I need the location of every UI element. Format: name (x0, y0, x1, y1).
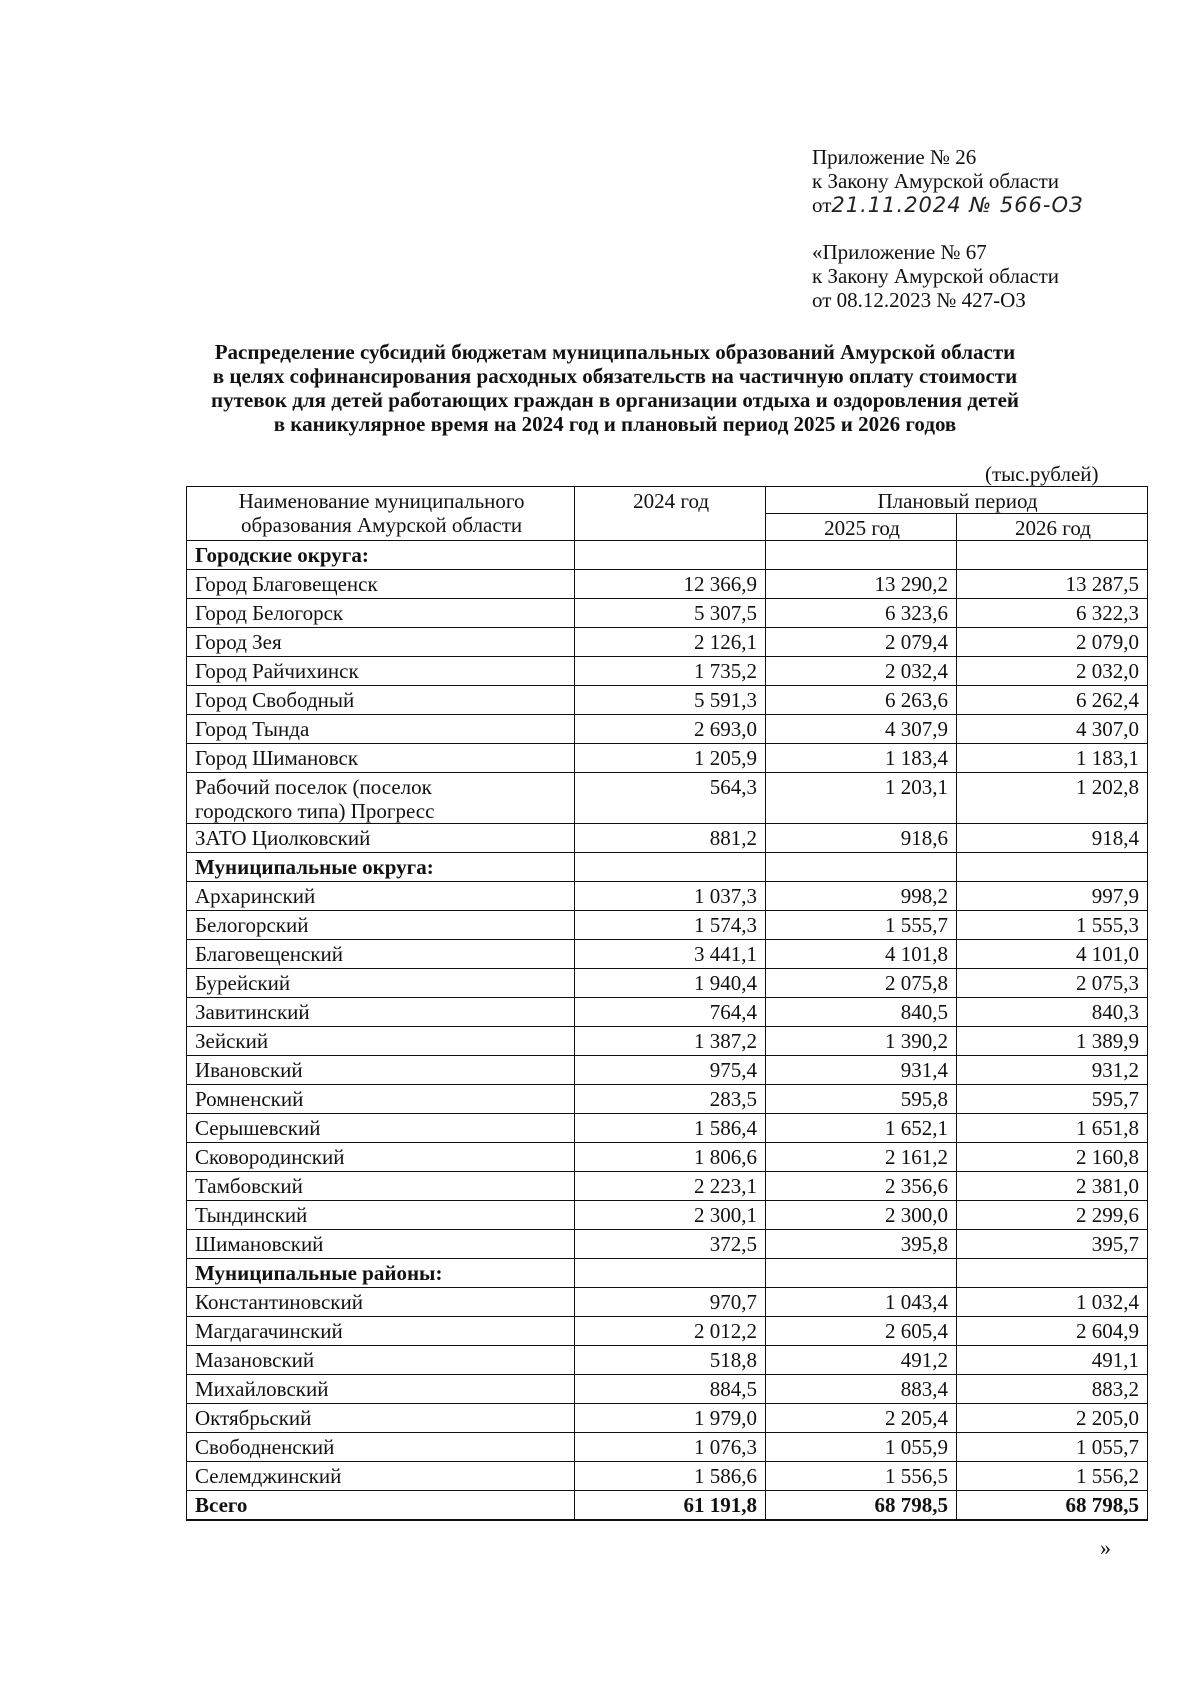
table-row (187, 773, 1148, 824)
municipality-name-line: Благовещенский (195, 942, 344, 966)
value-2026: 4 307,0 (957, 715, 1148, 744)
table-row (187, 628, 1148, 657)
municipality-name-line: Город Шимановск (195, 746, 359, 770)
municipality-name-line: Город Райчихинск (195, 659, 359, 683)
table-row (187, 1172, 1148, 1201)
municipality-name (187, 715, 575, 744)
appendix-number: Приложение № 26 (812, 145, 977, 169)
group-header-row (187, 541, 1148, 570)
total-2026: 68 798,5 (957, 1491, 1148, 1521)
value-2024: 1 387,2 (575, 1027, 766, 1056)
value-2025: 1 555,7 (766, 911, 957, 940)
value-2024: 372,5 (575, 1230, 766, 1259)
municipality-name (187, 1143, 575, 1172)
value-2026: 997,9 (957, 882, 1148, 911)
value-2025: 1 556,5 (766, 1462, 957, 1491)
total-row (187, 1491, 1148, 1521)
total-2024: 61 191,8 (575, 1491, 766, 1521)
value-2025: 1 203,1 (766, 773, 957, 824)
value-2024: 1 586,4 (575, 1114, 766, 1143)
value-2026: 2 079,0 (957, 628, 1148, 657)
municipality-name-line: Рабочий поселок (поселок (195, 775, 432, 799)
value-2026: 6 322,3 (957, 599, 1148, 628)
header-2025: 2025 год (766, 514, 957, 541)
value-2025: 1 055,9 (766, 1433, 957, 1462)
value-2025: 1 652,1 (766, 1114, 957, 1143)
municipality-name-line: Свободненский (195, 1435, 335, 1459)
value-2025: 918,6 (766, 824, 957, 853)
value-2026: 395,7 (957, 1230, 1148, 1259)
value-2024: 3 441,1 (575, 940, 766, 969)
header-2024: 2024 год (575, 487, 766, 541)
value-2024: 5 591,3 (575, 686, 766, 715)
appendix-header-previous (812, 240, 1059, 312)
municipality-name-line: Ромненский (195, 1087, 304, 1111)
municipality-name (187, 744, 575, 773)
table-row (187, 1288, 1148, 1317)
title-line: путевок для детей работающих граждан в организации отдыха и оздоровления детей (210, 388, 1020, 412)
empty-cell (957, 1259, 1148, 1288)
municipality-name (187, 1404, 575, 1433)
value-2026: 1 055,7 (957, 1433, 1148, 1462)
table-row (187, 1201, 1148, 1230)
municipality-name (187, 998, 575, 1027)
municipality-name-line: Город Свободный (195, 688, 355, 712)
title-line: Распределение субсидий бюджетам муниципальных образований Амурской области (214, 340, 1016, 364)
value-2025: 2 032,4 (766, 657, 957, 686)
subsidy-table (186, 486, 1148, 1521)
table-row (187, 998, 1148, 1027)
value-2024: 764,4 (575, 998, 766, 1027)
municipality-name (187, 911, 575, 940)
value-2025: 931,4 (766, 1056, 957, 1085)
value-2024: 564,3 (575, 773, 766, 824)
value-2025: 595,8 (766, 1085, 957, 1114)
value-2024: 970,7 (575, 1288, 766, 1317)
appendix-date-line (812, 193, 1084, 217)
value-2026: 6 262,4 (957, 686, 1148, 715)
table-row (187, 1114, 1148, 1143)
value-2026: 883,2 (957, 1375, 1148, 1404)
title-line: в целях софинансирования расходных обязательств на частичную оплату стоимости (212, 364, 1018, 388)
table-row (187, 1027, 1148, 1056)
value-2025: 395,8 (766, 1230, 957, 1259)
table-row (187, 940, 1148, 969)
municipality-name-line: Город Белогорск (195, 601, 344, 625)
value-2025: 1 390,2 (766, 1027, 957, 1056)
municipality-name (187, 1085, 575, 1114)
value-2024: 5 307,5 (575, 599, 766, 628)
total-2025: 68 798,5 (766, 1491, 957, 1521)
value-2026: 2 205,0 (957, 1404, 1148, 1433)
municipality-name (187, 657, 575, 686)
table-row (187, 1230, 1148, 1259)
group-title: Муниципальные округа: (187, 853, 575, 882)
appendix-law: к Закону Амурской области (812, 264, 1060, 288)
table-row (187, 1346, 1148, 1375)
value-2024: 881,2 (575, 824, 766, 853)
municipality-name (187, 599, 575, 628)
value-2025: 2 205,4 (766, 1404, 957, 1433)
document-title (150, 340, 1080, 436)
table-row (187, 599, 1148, 628)
municipality-name-line: Константиновский (195, 1290, 363, 1314)
value-2026: 931,2 (957, 1056, 1148, 1085)
value-2024: 12 366,9 (575, 570, 766, 599)
value-2026: 2 604,9 (957, 1317, 1148, 1346)
empty-cell (575, 541, 766, 570)
header-name-line: Наименование муниципального (238, 489, 525, 513)
value-2024: 2 223,1 (575, 1172, 766, 1201)
value-2026: 1 032,4 (957, 1288, 1148, 1317)
value-2024: 1 806,6 (575, 1143, 766, 1172)
value-2024: 2 693,0 (575, 715, 766, 744)
value-2026: 13 287,5 (957, 570, 1148, 599)
municipality-name (187, 1027, 575, 1056)
value-2024: 283,5 (575, 1085, 766, 1114)
municipality-name-line: городского типа) Прогресс (195, 799, 435, 823)
value-2024: 1 205,9 (575, 744, 766, 773)
table-row (187, 882, 1148, 911)
value-2025: 4 307,9 (766, 715, 957, 744)
group-header-row (187, 853, 1148, 882)
table-row (187, 1375, 1148, 1404)
value-2024: 2 012,2 (575, 1317, 766, 1346)
municipality-name (187, 1317, 575, 1346)
group-header-row (187, 1259, 1148, 1288)
municipality-name-line: Михайловский (195, 1377, 329, 1401)
empty-cell (766, 541, 957, 570)
value-2025: 13 290,2 (766, 570, 957, 599)
value-2024: 1 037,3 (575, 882, 766, 911)
municipality-name (187, 1201, 575, 1230)
value-2026: 1 183,1 (957, 744, 1148, 773)
value-2025: 2 075,8 (766, 969, 957, 998)
value-2025: 2 356,6 (766, 1172, 957, 1201)
table-row (187, 1433, 1148, 1462)
table-row (187, 1085, 1148, 1114)
municipality-name-line: Селемджинский (195, 1464, 342, 1488)
value-2026: 491,1 (957, 1346, 1148, 1375)
value-2024: 1 586,6 (575, 1462, 766, 1491)
value-2026: 4 101,0 (957, 940, 1148, 969)
municipality-name-line: Шимановский (195, 1232, 324, 1256)
municipality-name-line: Магдагачинский (195, 1319, 343, 1343)
table-row (187, 570, 1148, 599)
value-2026: 1 389,9 (957, 1027, 1148, 1056)
value-2026: 2 299,6 (957, 1201, 1148, 1230)
empty-cell (575, 1259, 766, 1288)
value-2024: 518,8 (575, 1346, 766, 1375)
municipality-name (187, 628, 575, 657)
municipality-name-line: Сковородинский (195, 1145, 345, 1169)
value-2025: 6 263,6 (766, 686, 957, 715)
municipality-name (187, 969, 575, 998)
value-2025: 6 323,6 (766, 599, 957, 628)
table-body (187, 541, 1148, 1521)
value-2026: 595,7 (957, 1085, 1148, 1114)
value-2026: 918,4 (957, 824, 1148, 853)
municipality-name (187, 1172, 575, 1201)
units-label: (тыс.рублей) (985, 462, 1099, 486)
empty-cell (957, 853, 1148, 882)
municipality-name (187, 570, 575, 599)
municipality-name (187, 1433, 575, 1462)
empty-cell (766, 1259, 957, 1288)
municipality-name-line: Архаринский (195, 884, 316, 908)
table-row (187, 1317, 1148, 1346)
date-prefix: от (812, 193, 832, 217)
value-2026: 1 555,3 (957, 911, 1148, 940)
appendix-date-line: от 08.12.2023 № 427-ОЗ (812, 288, 1026, 312)
value-2024: 1 076,3 (575, 1433, 766, 1462)
appendix-number: «Приложение № 67 (812, 240, 987, 264)
value-2025: 2 300,0 (766, 1201, 957, 1230)
municipality-name-line: Мазановский (195, 1348, 315, 1372)
value-2024: 2 300,1 (575, 1201, 766, 1230)
value-2025: 998,2 (766, 882, 957, 911)
value-2026: 2 160,8 (957, 1143, 1148, 1172)
value-2026: 2 381,0 (957, 1172, 1148, 1201)
municipality-name-line: Октябрьский (195, 1406, 312, 1430)
municipality-name (187, 1346, 575, 1375)
municipality-name (187, 824, 575, 853)
empty-cell (766, 853, 957, 882)
table-row (187, 1056, 1148, 1085)
municipality-name-line: Серышевский (195, 1116, 321, 1140)
municipality-name-line: ЗАТО Циолковский (195, 826, 371, 850)
value-2025: 840,5 (766, 998, 957, 1027)
value-2026: 840,3 (957, 998, 1148, 1027)
handwritten-date-number: 21.11.2024 № 566-ОЗ (831, 193, 1084, 217)
table-row (187, 969, 1148, 998)
table-row (187, 1404, 1148, 1433)
municipality-name-line: Город Благовещенск (195, 572, 378, 596)
total-label: Всего (187, 1491, 575, 1521)
value-2025: 2 161,2 (766, 1143, 957, 1172)
municipality-name-line: Ивановский (195, 1058, 303, 1082)
header-name (187, 487, 575, 541)
value-2025: 883,4 (766, 1375, 957, 1404)
municipality-name-line: Тындинский (195, 1203, 308, 1227)
municipality-name (187, 1375, 575, 1404)
municipality-name-line: Город Тында (195, 717, 310, 741)
table-row (187, 1143, 1148, 1172)
municipality-name (187, 686, 575, 715)
value-2026: 1 556,2 (957, 1462, 1148, 1491)
value-2024: 1 940,4 (575, 969, 766, 998)
municipality-name (187, 1056, 575, 1085)
municipality-name-line: Белогорский (195, 913, 309, 937)
header-planned-period: Плановый период (766, 487, 1148, 514)
value-2026: 1 202,8 (957, 773, 1148, 824)
municipality-name-line: Завитинский (195, 1000, 310, 1024)
municipality-name (187, 773, 575, 824)
municipality-name-line: Бурейский (195, 971, 291, 995)
value-2026: 1 651,8 (957, 1114, 1148, 1143)
table-row (187, 657, 1148, 686)
municipality-name (187, 1462, 575, 1491)
municipality-name-line: Зейский (195, 1029, 269, 1053)
municipality-name (187, 1114, 575, 1143)
table-row (187, 686, 1148, 715)
title-line: в каникулярное время на 2024 год и плановый период 2025 и 2026 годов (273, 412, 957, 436)
table-row (187, 1462, 1148, 1491)
header-2026: 2026 год (957, 514, 1148, 541)
table-row (187, 911, 1148, 940)
table-row (187, 824, 1148, 853)
value-2025: 2 605,4 (766, 1317, 957, 1346)
municipality-name-line: Город Зея (195, 630, 282, 654)
closing-quote: » (1100, 1535, 1111, 1560)
value-2024: 1 735,2 (575, 657, 766, 686)
municipality-name (187, 1288, 575, 1317)
empty-cell (575, 853, 766, 882)
value-2024: 975,4 (575, 1056, 766, 1085)
value-2024: 2 126,1 (575, 628, 766, 657)
appendix-law: к Закону Амурской области (812, 169, 1060, 193)
value-2025: 4 101,8 (766, 940, 957, 969)
value-2025: 1 183,4 (766, 744, 957, 773)
table-row (187, 744, 1148, 773)
municipality-name (187, 1230, 575, 1259)
table-row (187, 715, 1148, 744)
appendix-header-current (812, 145, 1084, 217)
group-title: Муниципальные районы: (187, 1259, 575, 1288)
value-2025: 491,2 (766, 1346, 957, 1375)
municipality-name (187, 940, 575, 969)
value-2024: 884,5 (575, 1375, 766, 1404)
empty-cell (957, 541, 1148, 570)
group-title: Городские округа: (187, 541, 575, 570)
value-2024: 1 979,0 (575, 1404, 766, 1433)
value-2025: 2 079,4 (766, 628, 957, 657)
value-2026: 2 032,0 (957, 657, 1148, 686)
value-2024: 1 574,3 (575, 911, 766, 940)
municipality-name (187, 882, 575, 911)
header-name-line: образования Амурской области (240, 513, 523, 537)
value-2026: 2 075,3 (957, 969, 1148, 998)
value-2025: 1 043,4 (766, 1288, 957, 1317)
municipality-name-line: Тамбовский (195, 1174, 303, 1198)
